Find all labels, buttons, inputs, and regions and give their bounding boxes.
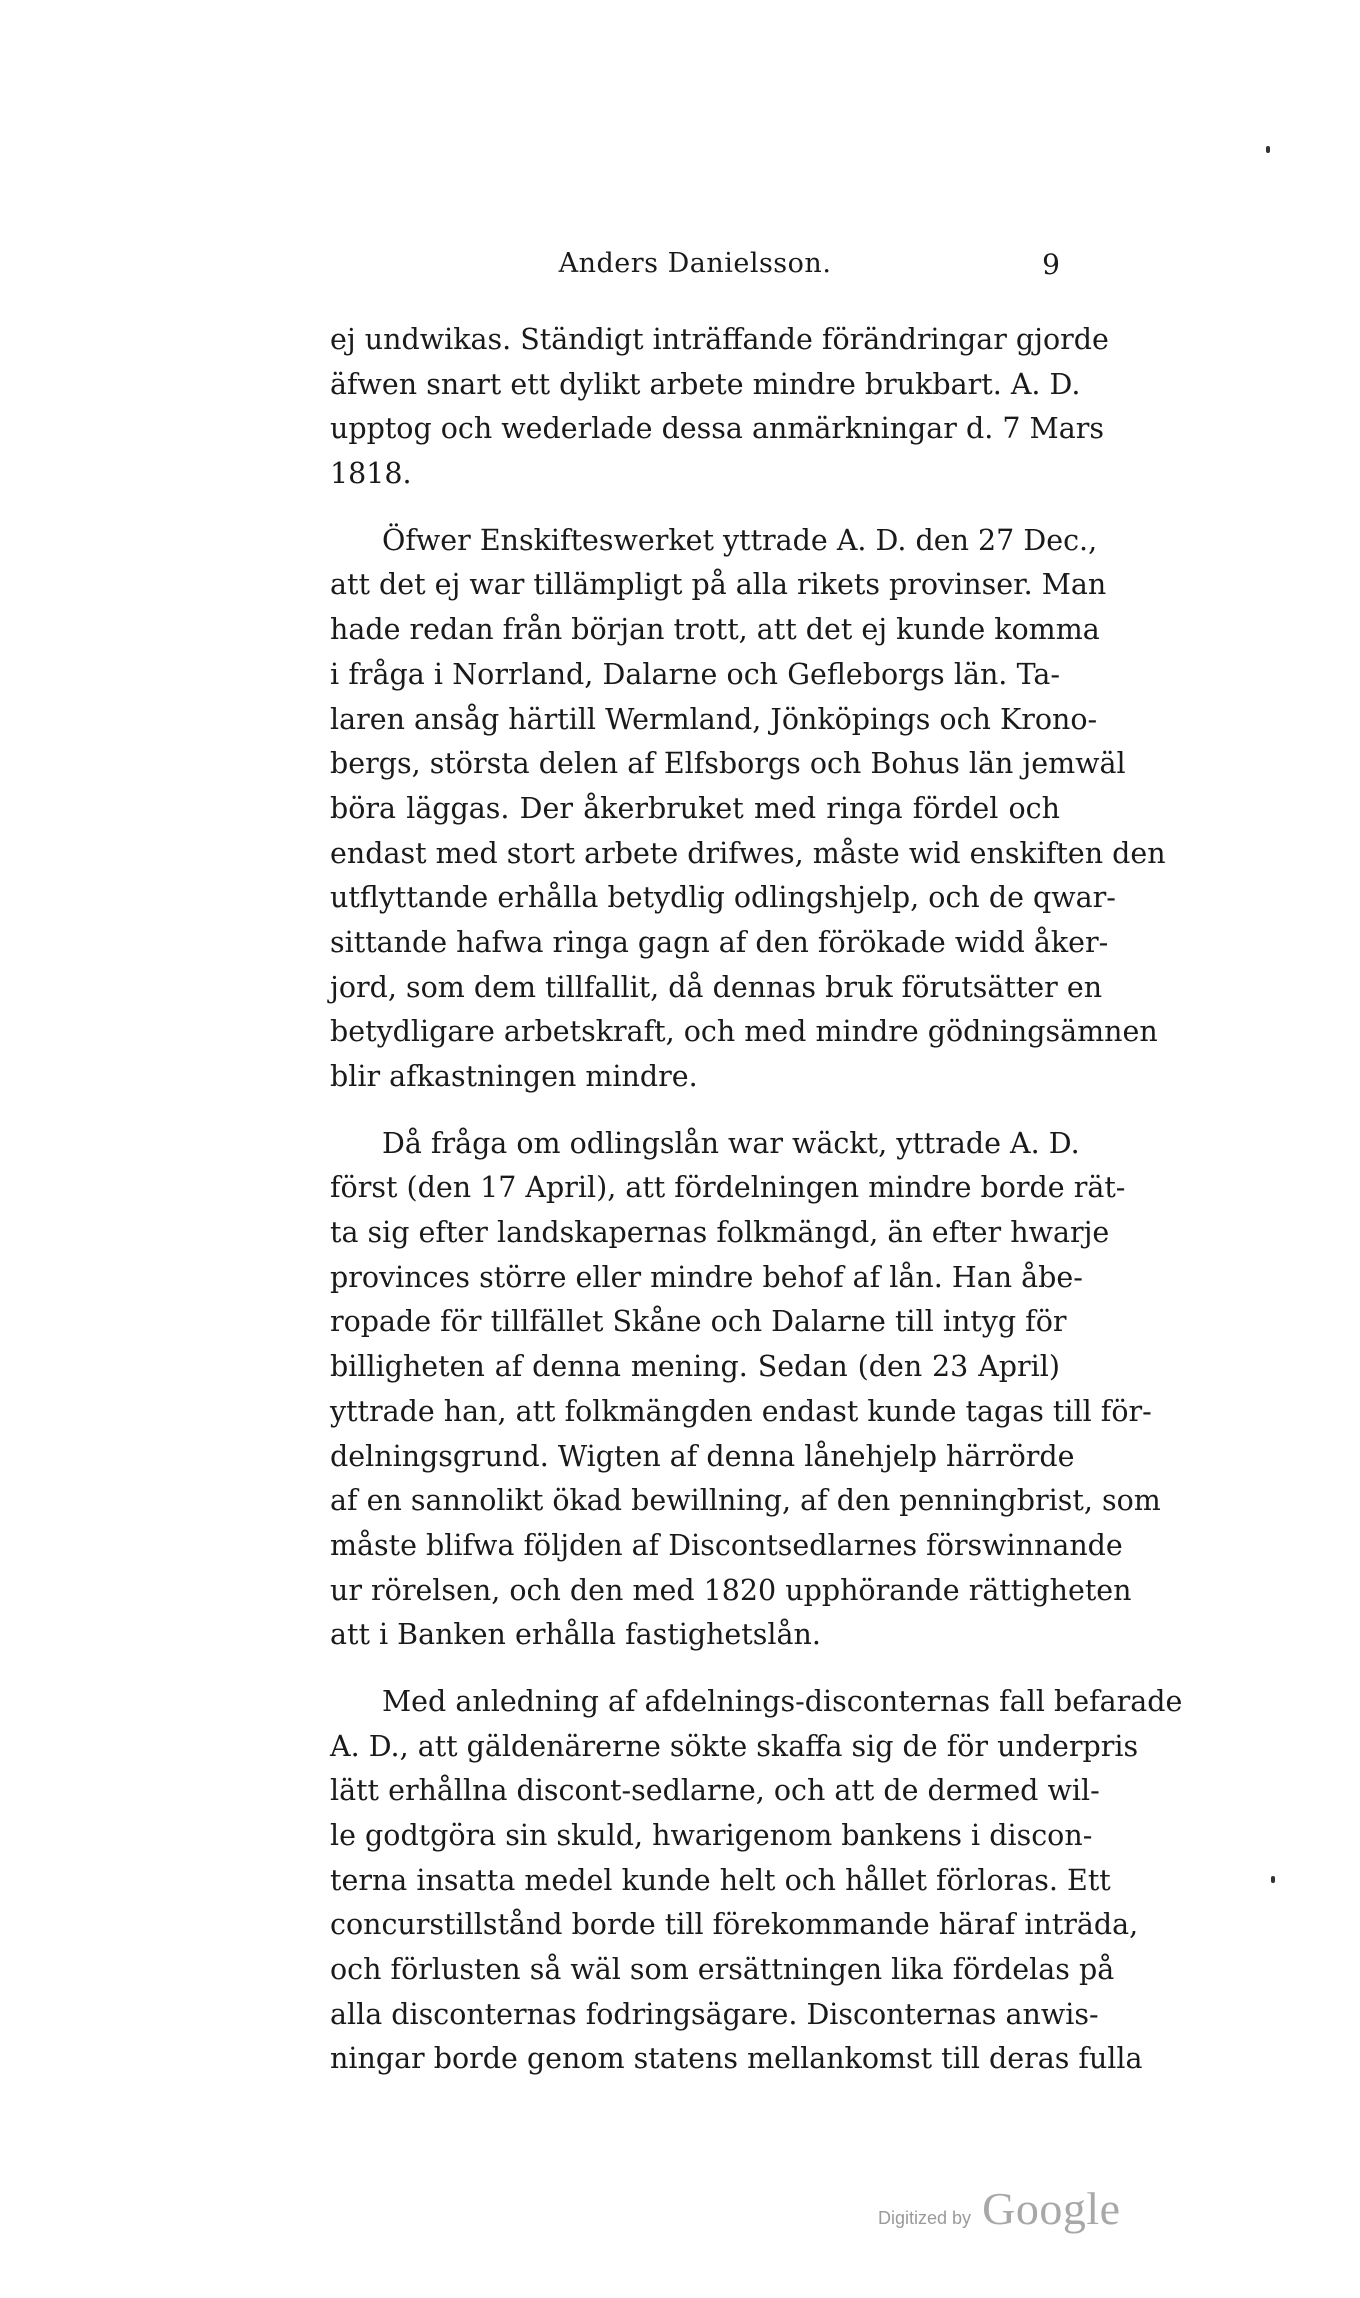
text-line: le godtgöra sin skuld, hwarigenom bankens i discon- xyxy=(330,1819,1093,1852)
text-line: sittande hafwa ringa gagn af den förökade widd åker- xyxy=(330,925,1109,959)
text-line: concurstillstånd borde till förekommande häraf inträda, xyxy=(330,1908,1139,1942)
running-title: Anders Danielsson. xyxy=(558,248,832,279)
text-line: i fråga i Norrland, Dalarne och Gefleborgs län. Ta- xyxy=(330,657,1060,691)
text-line: laren ansåg härtill Wermland, Jönköpings och Krono- xyxy=(330,702,1098,736)
paragraph xyxy=(330,1122,1161,1658)
paragraph xyxy=(330,519,1166,1100)
body-text xyxy=(330,318,1183,2104)
text-line: Öfwer Enskifteswerket yttrade A. D. den 27 Dec., xyxy=(382,523,1098,557)
running-head xyxy=(330,248,1060,288)
text-line: att det ej war tillämpligt på alla rikets provinser. Man xyxy=(330,568,1107,602)
margin-speck xyxy=(1266,146,1270,153)
text-line: ej undwikas. Ständigt inträffande förändringar gjorde xyxy=(330,323,1109,356)
text-line: ur rörelsen, och den med 1820 upphörande rättigheten xyxy=(330,1573,1132,1607)
text-line: delningsgrund. Wigten af denna lånehjelp härrörde xyxy=(330,1439,1075,1473)
text-line: Med anledning af afdelnings-disconternas fall befarade xyxy=(382,1684,1183,1718)
text-line: terna insatta medel kunde helt och hållet förloras. Ett xyxy=(330,1863,1111,1897)
text-line: och förlusten så wäl som ersättningen lika fördelas på xyxy=(330,1953,1115,1987)
page-number: 9 xyxy=(1042,248,1060,281)
text-line: endast med stort arbete drifwes, måste wid enskiften den xyxy=(330,836,1166,870)
text-line: Då fråga om odlingslån war wäckt, yttrade A. D. xyxy=(382,1126,1080,1160)
text-line: blir afkastningen mindre. xyxy=(330,1060,698,1093)
digitized-watermark xyxy=(878,2182,1121,2232)
text-line: jord, som dem tillfallit, då dennas bruk förutsätter en xyxy=(330,970,1103,1004)
text-line: först (den 17 April), att fördelningen mindre borde rät- xyxy=(330,1171,1126,1205)
text-line: A. D., att gäldenärerne sökte skaffa sig de för underpris xyxy=(330,1729,1139,1763)
text-line: provinces större eller mindre behof af lån. Han åbe- xyxy=(330,1260,1083,1294)
text-line: äfwen snart ett dylikt arbete mindre brukbart. A. D. xyxy=(330,367,1081,401)
text-line: att i Banken erhålla fastighetslån. xyxy=(330,1618,821,1652)
text-line: billigheten af denna mening. Sedan (den 23 April) xyxy=(330,1350,1060,1384)
text-line: 1818. xyxy=(330,457,412,491)
paragraph xyxy=(330,1680,1183,2082)
paragraph xyxy=(330,318,1109,497)
watermark-prefix: Digitized by xyxy=(878,2208,972,2228)
text-line: utflyttande erhålla betydlig odlingshjelp, och de qwar- xyxy=(330,881,1116,915)
text-line: böra läggas. Der åkerbruket med ringa fördel och xyxy=(330,791,1060,825)
text-line: ta sig efter landskapernas folkmängd, än efter hwarje xyxy=(330,1216,1110,1250)
text-line: alla disconternas fodringsägare. Disconternas anwis- xyxy=(330,1997,1099,2031)
text-line: upptog och wederlade dessa anmärkningar d. 7 Mars xyxy=(330,412,1104,446)
text-line: yttrade han, att folkmängden endast kunde tagas till för- xyxy=(330,1394,1152,1428)
text-line: hade redan från början trott, att det ej kunde komma xyxy=(330,613,1100,647)
text-line: bergs, största delen af Elfsborgs och Bohus län jemwäl xyxy=(330,747,1126,781)
google-logo: Google xyxy=(982,2183,1121,2234)
text-line: betydligare arbetskraft, och med mindre gödningsämnen xyxy=(330,1015,1158,1049)
text-line: måste blifwa följden af Discontsedlarnes förswinnande xyxy=(330,1528,1123,1562)
text-line: lätt erhållna discont-sedlarne, och att de dermed wil- xyxy=(330,1774,1100,1808)
text-line: af en sannolikt ökad bewillning, af den penningbrist, som xyxy=(330,1484,1161,1518)
margin-speck xyxy=(1271,1876,1275,1883)
text-line: ningar borde genom statens mellankomst till deras fulla xyxy=(330,2042,1143,2076)
text-line: ropade för tillfället Skåne och Dalarne till intyg för xyxy=(330,1305,1067,1339)
